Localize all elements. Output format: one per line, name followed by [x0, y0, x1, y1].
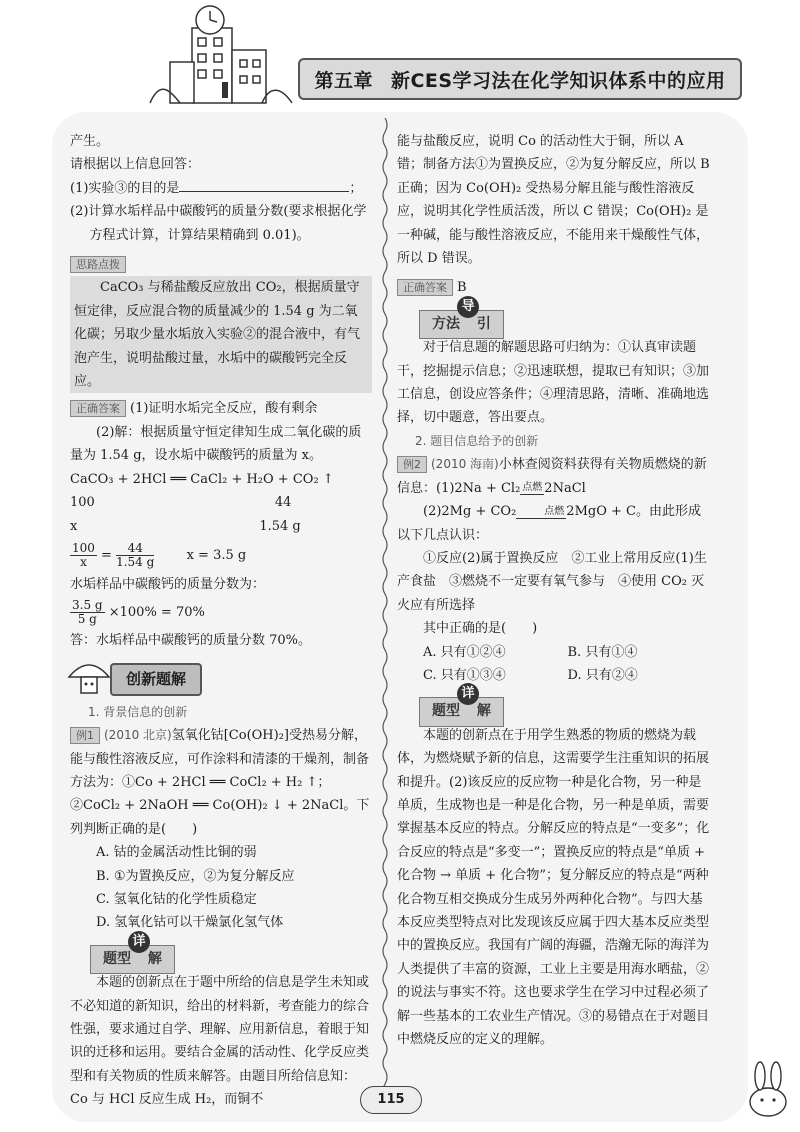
analysis-text: 本题的创新点在于用学生熟悉的物质的燃烧为载体，为燃烧赋予新的信息，这需要学生注重知识的拓展和提升。(2)该反应的反应物一种是化合物，另一种是单质，生成物也是一种是化合物，另一种是单质，需要掌握基本反应的特点。分解反应的特点是“一变多”；化合反应的特点是“多变一”；置换反应的特点是“单质 + 化合物 → 单质 + 化合物”；复分解反应的特点是“两种化合物互相交换成分生成另外两种化合物”。与四大基本反应类型特点对比发现该反应属于四大基本反应类型中的置换反应。我国有广阔的海疆，浩瀚无际的海洋为人类提供了丰富的资源，工业上主要是用海水晒盐，②的说法与事实不符。这也要求学生在学习中过程必须了解一些基本的工农业生产情况。③的易错点在于对题目中燃烧反应的定义的理解。 — [397, 727, 710, 1048]
chapter-title: 新CES学习法在化学知识体系中的应用 — [390, 69, 726, 92]
correct-answer: B — [457, 280, 467, 296]
answer-1: (1)证明水垢完全反应，酸有剩余 — [130, 401, 318, 417]
method-text: 对于信息题的解题思路可归纳为：①认真审读题干，挖掘提示信息；②迅速联想，提取已有知识；③加工信息，创设应答条件；④理清思路，清晰、准确地选择，切中题意，答出要点。 — [397, 340, 710, 426]
section-header — [70, 657, 372, 697]
rabbit-doodle — [740, 1060, 796, 1120]
option-c: C. 只有①③④ — [423, 667, 506, 683]
fraction: $\frac{44}{1.54 g}$ — [116, 540, 155, 569]
badge-circle: 详 — [457, 683, 479, 705]
page-number: 115 — [360, 1086, 422, 1114]
x-value: x = 3.5 g — [186, 547, 247, 563]
equation-unknown-row: x 1.54 g — [70, 518, 301, 534]
option-a: A. 钴的金属活动性比铜的弱 — [96, 845, 257, 861]
example-source: (2010 北京) — [104, 728, 172, 743]
column-divider — [381, 118, 389, 1098]
final-answer: 答：水垢样品中碳酸钙的质量分数 70%。 — [70, 633, 312, 649]
subsection-title: 1. 背景信息的创新 — [88, 704, 188, 719]
result-line: 水垢样品中碳酸钙的质量分数为： — [70, 576, 266, 592]
left-column — [70, 130, 372, 1112]
chapter-header — [298, 58, 742, 100]
fraction: $\frac{100}{x}$ — [72, 540, 95, 569]
right-column: 能与盐酸反应，说明 Co 的活动性大于铜，所以 A 错；制备方法①为置换反应，②为复分解反应，所以 B 正确；因为 Co(OH)₂ 受热易分解且能与酸性溶液反应，说明其化学性质活泼，所以 C 错误；Co(OH)₂ 是一种碱，能与酸性溶液反应，不能用来干燥酸性气体，所以 D 错误。 正确答案 B 方法 引 导 对于信息题的解题思路可归纳为：①认真审读题干，挖掘提示信息；②迅速联想，提取已有知识；③加工信息，创设应答条件；④理清思路，清晰、准确地选择，切中题意，答出要点。 2. 题目信息给予的创新 例2 (2010 海南)小林查阅资料获得有关物质燃烧的新信息：(1)2Na + Cl₂ 点燃 2NaCl (2)2Mg + CO₂ 点燃 2MgO + C。由此形成以下几点认识： ①反应(2)属于置换反应 ②工业上常用反应(1)生产食盐 ③燃烧不一定要有氧气参与 ④使用 CO₂ 灭火应有所选择 其中正确的是( ) A. 只有①②④ B. 只有①④ C. 只有①③④ D. 只有②④ 题型 解 详 本题的创新点在于用学生熟悉的物质的燃烧为载体，为燃烧赋予新的信息，这需要学生注重知识的拓展和提升。(2)该反应的反应物一种是化合物，另一种是单质，生成物也是一种是化合物，另一种是单质，需要掌握基本反应的特点。分解反应的特点是“一变多”；化合反应的特点是“多变一”；置换反应的特点是“单质 + 化合物 → 单质 + 化合物”；复分解反应的特点是“两种化合物互相交换成分生成另外两种化合物”。与四大基本反应类型特点对比发现该反应属于四大基本反应类型中的置换反应。我国有广阔的海疆，浩瀚无际的海洋为人类提供了丰富的资源，工业上主要是用海水晒盐，②的说法与事实不符。这也要求学生在学习中过程必须了解一些基本的工农业生产情况。③的易错点在于对题目中燃烧反应的定义的理解。 — [397, 130, 712, 1051]
example-tag: 例2 — [397, 456, 427, 473]
badge-circle: 详 — [128, 931, 150, 953]
answer-2: (2)解：根据质量守恒定律知生成二氧化碳的质量为 1.54 g，设水垢中碳酸钙的质量为 x。 — [70, 424, 362, 464]
equation-line: CaCO₃ + 2HCl ══ CaCl₂ + H₂O + CO₂ ↑ — [70, 471, 334, 487]
reaction-condition: 点燃 — [522, 482, 543, 494]
method-badge: 方法 引 导 — [419, 300, 504, 330]
example-tag: 例1 — [70, 727, 100, 744]
option-b: B. ①为置换反应，②为复分解反应 — [96, 868, 295, 884]
example-source: (2010 海南) — [431, 457, 499, 472]
chapter-number: 第五章 — [314, 69, 373, 92]
question-prompt: 其中正确的是( ) — [423, 621, 538, 637]
fraction: $\frac{3.5 g}{5 g}$ — [72, 598, 103, 627]
analysis-badge: 题型 解 详 — [419, 687, 504, 717]
question-2: (2)计算水垢样品中碳酸钙的质量分数(要求根据化学方程式计算，计算结果精确到 0.01)。 — [70, 204, 367, 243]
hint-tag: 思路点拨 — [70, 256, 126, 273]
analysis-badge: 题型 解 详 — [90, 935, 175, 965]
example-line: (2)2Mg + CO₂ 点燃 2MgO + C。由此形成以下几点认识： — [397, 504, 701, 543]
option-d: D. 只有②④ — [567, 667, 638, 683]
analysis-continued: 能与盐酸反应，说明 Co 的活动性大于铜，所以 A 错；制备方法①为置换反应，②为复分解反应，所以 B 正确；因为 Co(OH)₂ 受热易分解且能与酸性溶液反应，说明其化学性质活泼，所以 C 错误；Co(OH)₂ 是一种碱，能与酸性溶液反应，不能用来干燥酸性气体，所以 D 错误。 — [397, 134, 710, 267]
reaction-condition: 点燃 — [516, 505, 566, 519]
answer-tag: 正确答案 — [397, 279, 453, 296]
text-line: 产生。 — [70, 134, 110, 149]
question-1: (1)实验③的目的是 ； — [70, 177, 372, 200]
hint-text: CaCO₃ 与稀盐酸反应放出 CO₂，根据质量守恒定律，反应混合物的质量减少的 1.54 g 为二氧化碳；另取少量水垢放入实验②的混合液中，有气泡产生，说明盐酸过量，水垢中的碳酸钙完全反应。 — [70, 276, 372, 393]
analysis-text: 本题的创新点在于题中所给的信息是学生未知或不必知道的新知识，给出的材料新，考查能力的综合性强，要求通过自学、理解、应用新信息，着眼于知识的迁移和运用。要结合金属的活动性、化学反应类型和有关物质的性质来解答。由题目所给信息知：Co 与 HCl 反应生成 H₂，而铜不 — [70, 975, 370, 1108]
proportion-line: $\frac{100}{x}$ = $\frac{44}{1.54 g}$ x = 3.5 g — [72, 540, 247, 569]
answer-blank — [179, 177, 349, 192]
statements: ①反应(2)属于置换反应 ②工业上常用反应(1)生产食盐 ③燃烧不一定要有氧气参与 ④使用 CO₂ 灭火应有所选择 — [397, 550, 707, 613]
option-b: B. 只有①④ — [567, 644, 638, 660]
subsection-title: 2. 题目信息给予的创新 — [415, 433, 539, 448]
example-text: 氢氧化钴[Co(OH)₂]受热易分解，能与酸性溶液反应，可作涂料和清漆的干燥剂，制备方法为：①Co + 2HCl ══ CoCl₂ + H₂ ↑；②CoCl₂ + 2NaOH ══ Co(OH)₂ ↓ + 2NaCl。下列判断正确的是( ) — [70, 728, 370, 837]
answer-tag: 正确答案 — [70, 400, 126, 417]
option-a: A. 只有①②④ — [423, 644, 506, 660]
badge-circle: 导 — [457, 296, 479, 318]
option-c: C. 氢氧化钴的化学性质稳定 — [96, 891, 257, 907]
text-line: 请根据以上信息回答： — [70, 157, 201, 173]
equation-mass-row: 100 44 — [70, 495, 292, 511]
building-clock-illustration — [0, 0, 300, 120]
option-d: D. 氢氧化钴可以干燥氯化氢气体 — [96, 915, 284, 931]
mushroom-icon — [64, 657, 114, 697]
options-grid — [397, 641, 712, 688]
section-title: 创新题解 — [110, 663, 202, 696]
percent-line: $\frac{3.5 g}{5 g} \times 100\% = 70\%$ — [72, 598, 205, 627]
